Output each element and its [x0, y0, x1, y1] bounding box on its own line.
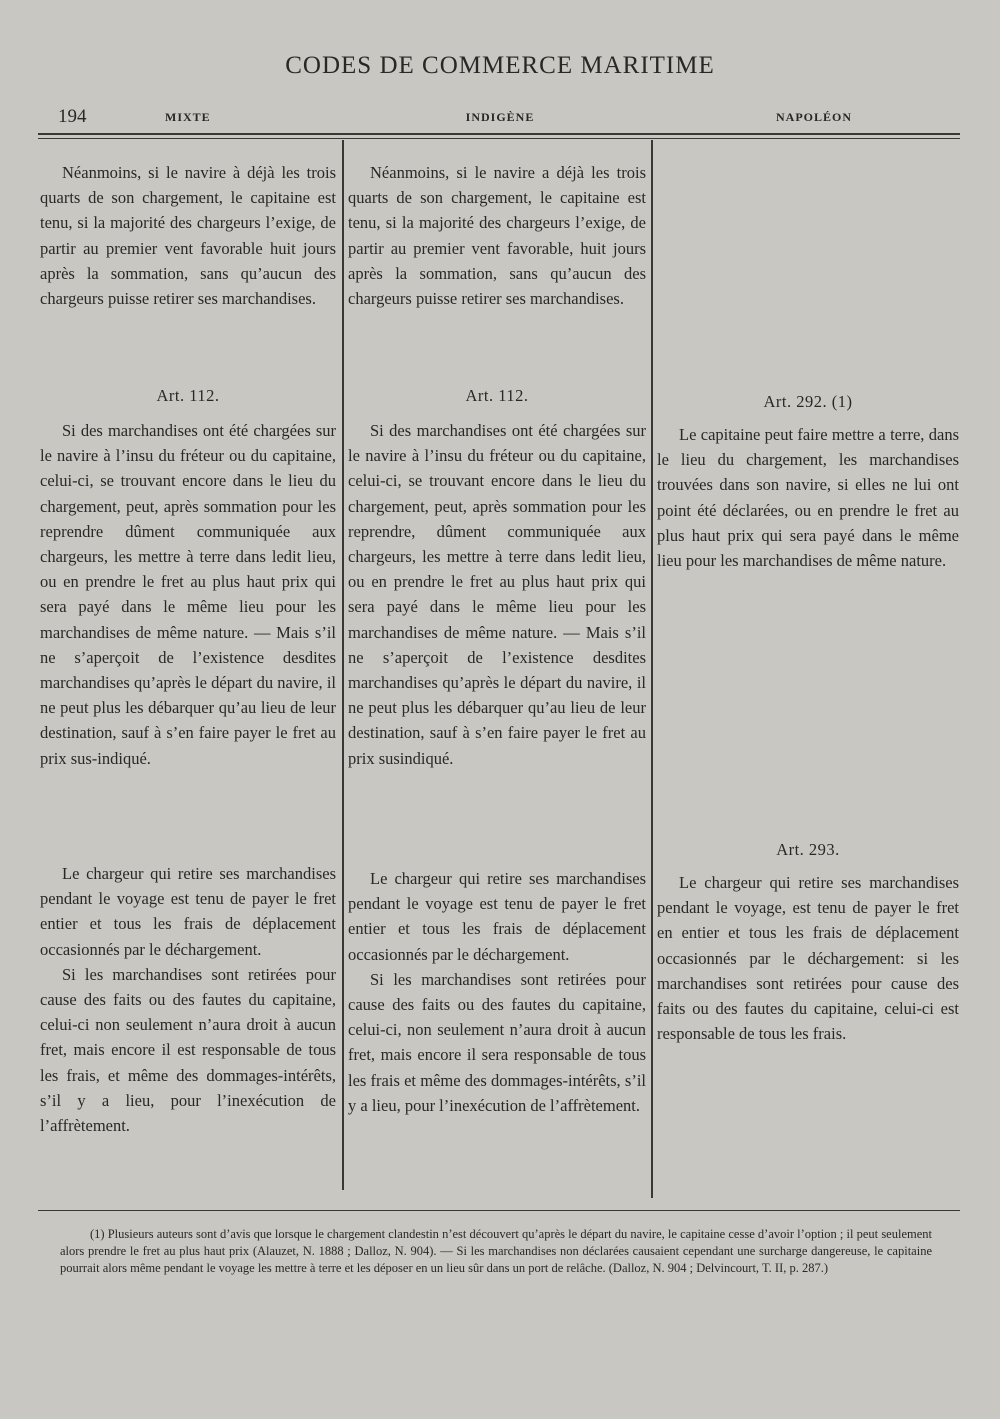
col3-paragraph-1 [657, 422, 959, 573]
page-title: CODES DE COMMERCE MARITIME [285, 52, 715, 79]
col1-paragraph-1 [40, 160, 336, 311]
col2-article-heading: Art. 112. [465, 386, 529, 405]
footnote-rule [38, 1210, 960, 1211]
col3-article-heading-292: Art. 292. (1) [763, 392, 853, 411]
col2-paragraph-3 [348, 866, 646, 1118]
col2-text-2: Si des marchandises ont été chargées sur le navire à l’insu du fréteur ou du capitaine, celui-ci, se trouvant encore dans le lieu du chargement, peut, après sommation pour les reprendre, dûment communiquée aux chargeurs, les mettre à terre dans ledit lieu, ou en prendre le fret au plus haut prix qui sera payé dans le même lieu pour les marchandises de même nature. — Mais s’il ne s’aperçoit de l’existence desdites marchandises qu’après le départ du navire, il ne peut plus les débarquer qu’au lieu de leur destination, sauf à s’en faire payer le fret au prix susindiqué. [348, 421, 646, 768]
column-divider-2 [651, 140, 653, 1198]
col3-article-heading-293: Art. 293. [776, 840, 840, 859]
column-divider-1 [342, 140, 344, 1190]
column-heading-mixte: MIXTE [165, 110, 211, 124]
header-rule-thick [38, 133, 960, 135]
column-heading-napoleon: NAPOLÉON [775, 110, 852, 124]
running-head [0, 106, 1000, 130]
col1-text-1: Néanmoins, si le navire à déjà les trois quarts de son chargement, le capitaine est tenu, si la majorité des chargeurs l’exige, de partir au premier vent favorable huit jours après la sommation, sans qu’aucun des chargeurs puisse retirer ses marchandises. [40, 163, 336, 309]
column-heading-indigene: INDIGÈNE [465, 110, 535, 124]
col1-paragraph-3 [40, 861, 336, 1138]
page-number: 194 [58, 106, 87, 127]
col3-text-2: Le chargeur qui retire ses marchandises pendant le voyage, est tenu de payer le fret en entier et tous les frais de déplacement occasionnés par le déchargement: si les marchandises sont retirées pour cause des faits ou des fautes du capitaine, celui-ci est responsable de tous les frais. [657, 873, 959, 1044]
col1-text-3: Le chargeur qui retire ses marchandises pendant le voyage est tenu de payer le fret entier et tous les frais de déplacement occasionnés par le déchargement. [40, 864, 336, 959]
col3-paragraph-2 [657, 870, 959, 1046]
col1-text-2: Si des marchandises ont été chargées sur le navire à l’insu du fréteur ou du capitaine, celui-ci, se trouvant encore dans le lieu du chargement, peut, après sommation pour les reprendre dûment communiquée aux chargeurs, les mettre à terre dans ledit lieu, ou en prendre le fret au plus haut prix qui sera payé dans le même lieu pour les marchandises de même nature. — Mais s’il ne s’aperçoit de l’existence desdites marchandises qu’après le départ du navire, il ne peut plus les débarquer qu’au lieu de leur destination, sauf à s’en faire payer le fret au prix sus-indiqué. [40, 421, 336, 768]
col2-text-1: Néanmoins, si le navire a déjà les trois quarts de son chargement, le capitaine est tenu, si la majorité des chargeurs l’exige, de partir au premier vent favorable, huit jours après la sommation, sans qu’aucun des chargeurs puisse retirer ses marchandises. [348, 163, 646, 309]
col2-paragraph-2 [348, 418, 646, 771]
col2-text-3: Le chargeur qui retire ses marchandises pendant le voyage est tenu de payer le fret entier et tous les frais de déplacement occasionnés par le déchargement. [348, 869, 646, 964]
col2-text-4: Si les marchandises sont retirées pour cause des faits ou des fautes du capitaine, celui-ci, non seulement n’aura droit à aucun fret, mais encore il sera responsable de tous les frais et même des dommages-intérêts, s’il y a lieu, pour l’inexécution de l’affrètement. [348, 969, 646, 1115]
col1-article-heading: Art. 112. [156, 386, 220, 405]
col1-paragraph-2 [40, 418, 336, 771]
col2-paragraph-1 [348, 160, 646, 311]
footnote-text: (1) Plusieurs auteurs sont d’avis que lorsque le chargement clandestin n’est découvert qu’après le départ du navire, le capitaine cesse d’avoir l’option ; il peut seulement alors prendre le fret au plus haut prix (Alauzet, N. 1888 ; Dalloz, N. 904). — Si les marchandises non déclarées causaient cependant une surcharge dangereuse, le capitaine pourrait alors même pendant le voyage les mettre à terre et les déposer en un lieu sûr dans un port de relâche. (Dalloz, N. 904 ; Delvincourt, T. II, p. 287.) [60, 1227, 932, 1275]
footnote [60, 1226, 932, 1276]
header-rule-thin [38, 138, 960, 139]
col3-text-1: Le capitaine peut faire mettre a terre, dans le lieu du chargement, les marchandises trouvées dans son navire, si elles ne lui ont point été déclarées, ou en prendre le fret au plus haut prix qui sera payé dans le même lieu pour les marchandises de même nature. [657, 425, 959, 571]
col1-text-4: Si les marchandises sont retirées pour cause des faits ou des fautes du capitaine, celui-ci non seulement n’aura droit à aucun fret, mais encore il est responsable de tous les frais, et même des dommages-intérêts, s’il y a lieu, pour l’inexécution de l’affrètement. [40, 964, 336, 1136]
